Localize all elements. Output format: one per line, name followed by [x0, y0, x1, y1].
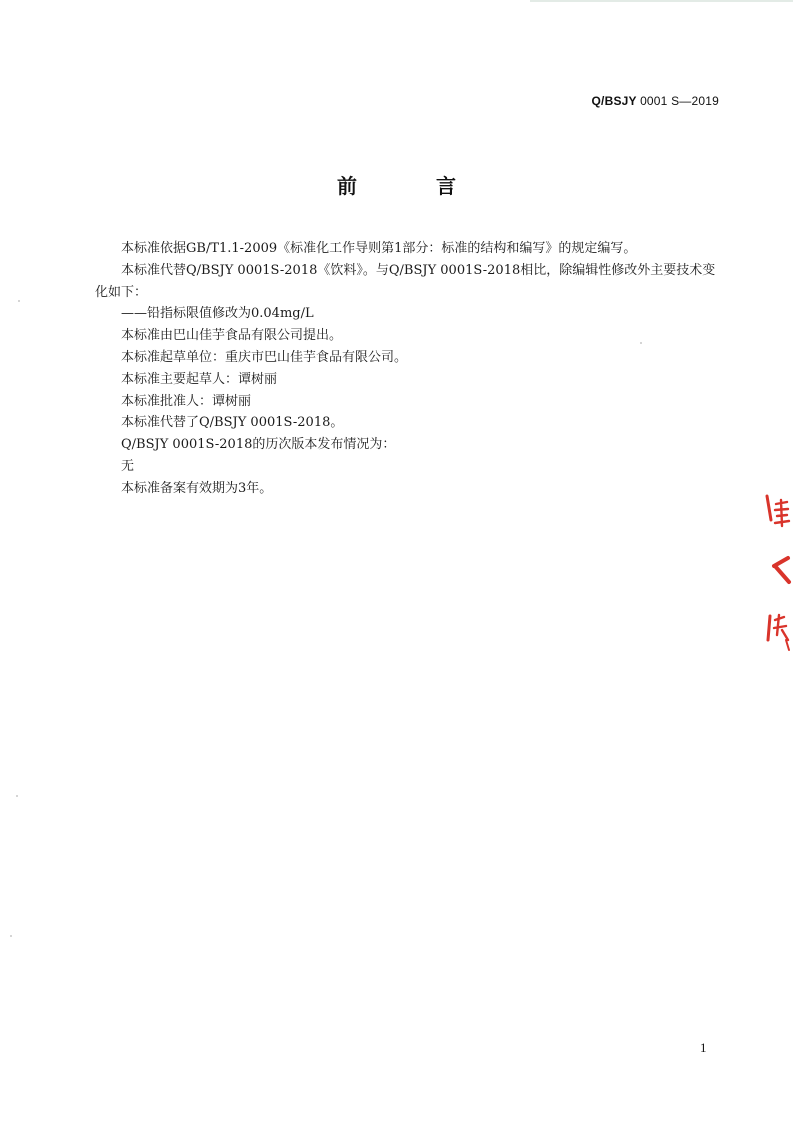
- paragraph-basis: 本标准依据GB/T1.1-2009《标准化工作导则第1部分：标准的结构和编写》的规定编写。: [121, 241, 637, 256]
- standard-number: 0001 S—2019: [640, 94, 719, 108]
- paragraph-none: 无: [121, 458, 135, 474]
- standard-prefix: Q/BSJY: [591, 94, 637, 108]
- scan-speck: [18, 300, 20, 302]
- paragraph-main-drafter: 本标准主要起草人：谭树丽: [121, 371, 278, 387]
- scan-speck: [16, 795, 18, 797]
- foreword-body: [95, 238, 725, 500]
- paragraph-drafting-unit: 本标准起草单位：重庆市巴山佳芋食品有限公司。: [121, 349, 408, 365]
- paragraph-approver: 本标准批准人：谭树丽: [121, 393, 252, 409]
- scan-speck: [10, 935, 12, 937]
- standard-code: [592, 94, 719, 108]
- scan-speck: [640, 342, 642, 344]
- page-number: 1: [700, 1040, 707, 1055]
- paragraph-supersedes: 本标准代替了Q/BSJY 0001S-2018。: [121, 415, 344, 431]
- paragraph-validity: 本标准备案有效期为3年。: [121, 480, 273, 496]
- paragraph-version-history: Q/BSJY 0001S-2018的历次版本发布情况为：: [121, 437, 396, 453]
- paragraph-replacement: 本标准代替Q/BSJY 0001S-2018《饮料》。与Q/BSJY 0001S-2018相比，除编辑性修改外主要技术变化如下：: [95, 262, 716, 300]
- scan-edge-line: [530, 0, 793, 2]
- red-seal-fragment: [762, 490, 793, 660]
- paragraph-change-item: ——铅指标限值修改为0.04mg/L: [121, 306, 314, 322]
- page-title: 前 言: [337, 174, 492, 198]
- paragraph-proposer: 本标准由巴山佳芋食品有限公司提出。: [121, 328, 343, 344]
